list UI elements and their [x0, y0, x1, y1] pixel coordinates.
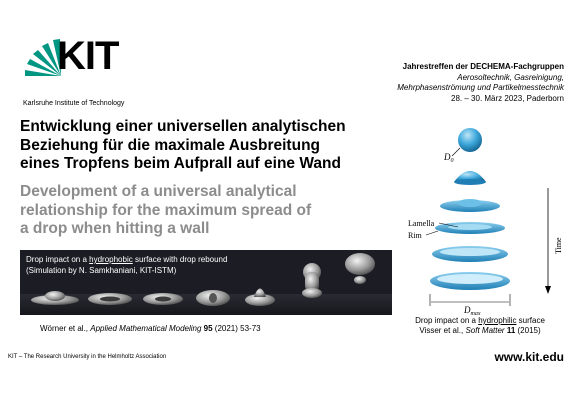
title-english [20, 183, 380, 239]
caption-right-volume: 11 [506, 326, 516, 335]
sim-frame-2 [88, 293, 132, 305]
diagram-lamella-label: Lamella [408, 219, 435, 228]
citation-left-journal: Applied Mathematical Modeling [90, 324, 202, 333]
drop-impact-diagram [408, 126, 568, 316]
simulation-caption-pre: Drop impact on a [26, 255, 90, 264]
diagram-dmax-label: $D_{max}$ [464, 305, 481, 316]
caption-right-pre: Drop impact on a [415, 316, 479, 325]
caption-right-link[interactable]: hydrophilic [478, 316, 517, 325]
diagram-shape-2-base [454, 179, 486, 185]
title-english-line-3: a drop when hitting a wall [20, 220, 210, 237]
diagram-time-label: Time [554, 237, 563, 254]
kit-logo [23, 36, 143, 108]
sim-frame-5 [245, 289, 275, 307]
conference-line-2: Aerosoltechnik, Gasreinigung, [457, 72, 564, 82]
sim-frame-4 [196, 290, 230, 306]
sim-frame-3 [143, 293, 183, 305]
kit-logo-text: KIT [57, 34, 119, 78]
citation-left-rest: (2021) 53-73 [212, 324, 261, 333]
footer-text: KIT – The Research University in the Helmholtz Association [8, 354, 167, 360]
citation-left-volume: 95 [203, 324, 213, 333]
diagram-time-arrowhead [545, 286, 551, 294]
caption-right [385, 316, 575, 336]
diagram-drop [458, 128, 482, 152]
caption-right-authors: Visser et al., [419, 326, 466, 335]
simulation-caption [26, 254, 227, 276]
caption-right-post: surface [516, 316, 545, 325]
conference-line-3: Mehrphasenströmung und Partikelmesstechnik [397, 83, 564, 92]
sim-frame-6 [302, 263, 322, 298]
title-english-line-1: Development of a universal analytical [20, 183, 297, 200]
title-german [20, 118, 395, 174]
kit-logo-subtitle: Karlsruhe Institute of Technology [23, 100, 125, 107]
sim-frame-7 [345, 253, 375, 284]
conference-info [334, 62, 564, 104]
citation-left [40, 324, 261, 333]
conference-date: 28. – 30. März 2023, Paderborn [451, 93, 564, 103]
footer-url-link[interactable]: www.kit.edu [494, 350, 564, 364]
simulation-caption-link[interactable]: hydrophobic [89, 255, 133, 264]
diagram-rim-label: Rim [408, 231, 422, 240]
diagram-d0-label: $D_0$ [444, 152, 454, 164]
diagram-lamella-surface [448, 224, 492, 230]
diagram-shape-6-top [437, 274, 503, 284]
diagram-shape-5-top [440, 248, 500, 256]
caption-right-rest: (2015) [515, 326, 541, 335]
caption-right-journal: Soft Matter [465, 326, 505, 335]
title-german-line-2: Beziehung für die maximale Ausbreitung [20, 136, 321, 154]
simulation-caption-post: surface with drop rebound [132, 255, 228, 264]
sim-frame-1 [31, 291, 79, 305]
citation-left-authors: Wörner et al., [40, 324, 91, 333]
simulation-credit: (Simulation by N. Samkhaniani, KIT-ISTM) [26, 266, 177, 275]
title-german-line-3: eines Tropfens beim Aufprall auf eine Wand [20, 155, 341, 172]
conference-line-1: Jahrestreffen der DECHEMA-Fachgruppen [402, 62, 564, 71]
title-english-line-2: relationship for the maximum spread of [20, 201, 312, 219]
diagram-d0-pointer [452, 148, 460, 156]
diagram-shape-3-top [458, 199, 482, 207]
diagram-rim-pointer [426, 231, 438, 235]
title-german-line-1: Entwicklung einer universellen analytischen [20, 118, 346, 135]
simulation-image [20, 250, 392, 315]
